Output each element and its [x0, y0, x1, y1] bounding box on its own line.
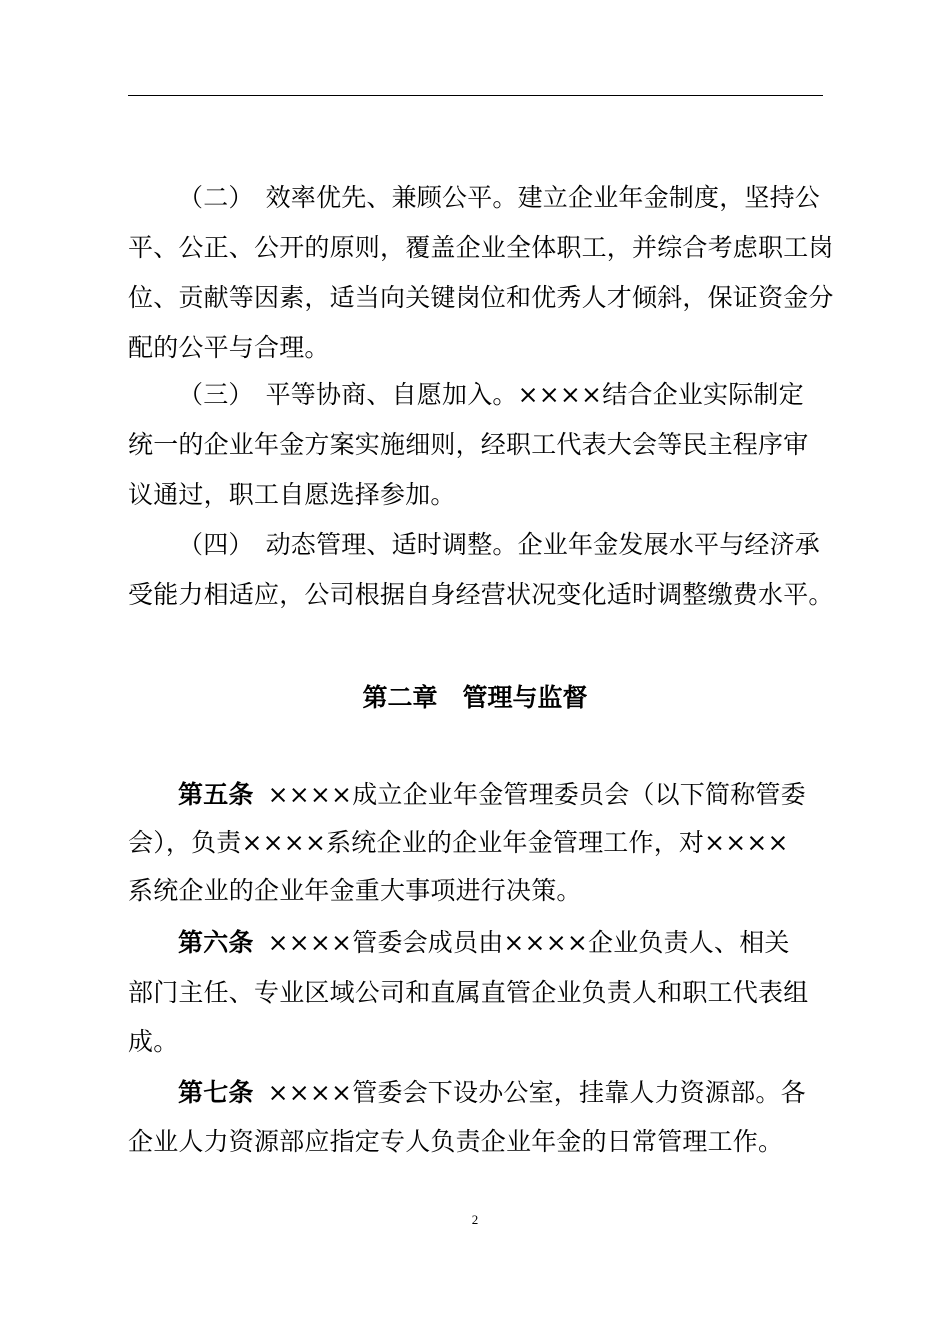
item-2-label: （二） [178, 183, 254, 212]
article-6-text: ××××管委会成员由××××企业负责人、相关 [267, 928, 790, 957]
item-4-text: 动态管理、适时调整。企业年金发展水平与经济承 [265, 530, 821, 559]
article-5-text: ××××成立企业年金管理委员会（以下简称管委 [267, 780, 806, 809]
header-rule [128, 95, 823, 96]
item-3-label: （三） [178, 380, 254, 409]
item-2-line-2: 平、公正、公开的原则，覆盖企业全体职工，并综合考虑职工岗 [128, 233, 834, 262]
item-2-text: 效率优先、兼顾公平。建立企业年金制度，坚持公 [265, 183, 821, 212]
article-7-text: ××××管委会下设办公室，挂靠人力资源部。各 [267, 1078, 806, 1107]
item-3-line-2: 统一的企业年金方案实施细则，经职工代表大会等民主程序审 [128, 430, 809, 459]
article-6-line-1 [178, 928, 878, 958]
item-3-text: 平等协商、自愿加入。××××结合企业实际制定 [265, 380, 804, 409]
item-4-line-1 [178, 530, 878, 560]
article-5-line-1 [178, 780, 878, 810]
item-3-line-1 [178, 380, 878, 410]
article-5-line-3: 系统企业的企业年金重大事项进行决策。 [128, 876, 582, 905]
item-4-line-2: 受能力相适应，公司根据自身经营状况变化适时调整缴费水平。 [128, 580, 834, 609]
item-2-line-4: 配的公平与合理。 [128, 333, 330, 362]
item-2-line-1 [178, 183, 878, 213]
item-3-line-3: 议通过，职工自愿选择参加。 [128, 480, 456, 509]
article-7-label: 第七条 [178, 1078, 254, 1107]
article-6-line-3: 成。 [128, 1027, 179, 1056]
article-7-line-1 [178, 1078, 878, 1108]
article-5-line-2: 会），负责××××系统企业的企业年金管理工作，对×××× [128, 828, 789, 857]
chapter-heading: 第二章 管理与监督 [362, 683, 588, 712]
item-2-line-3: 位、贡献等因素，适当向关键岗位和优秀人才倾斜，保证资金分 [128, 283, 834, 312]
page-number: 2 [471, 1212, 479, 1227]
article-6-line-2: 部门主任、专业区域公司和直属直管企业负责人和职工代表组 [128, 978, 809, 1007]
article-7-line-2: 企业人力资源部应指定专人负责企业年金的日常管理工作。 [128, 1127, 784, 1156]
article-6-label: 第六条 [178, 928, 254, 957]
article-5-label: 第五条 [178, 780, 254, 809]
item-4-label: （四） [178, 530, 254, 559]
